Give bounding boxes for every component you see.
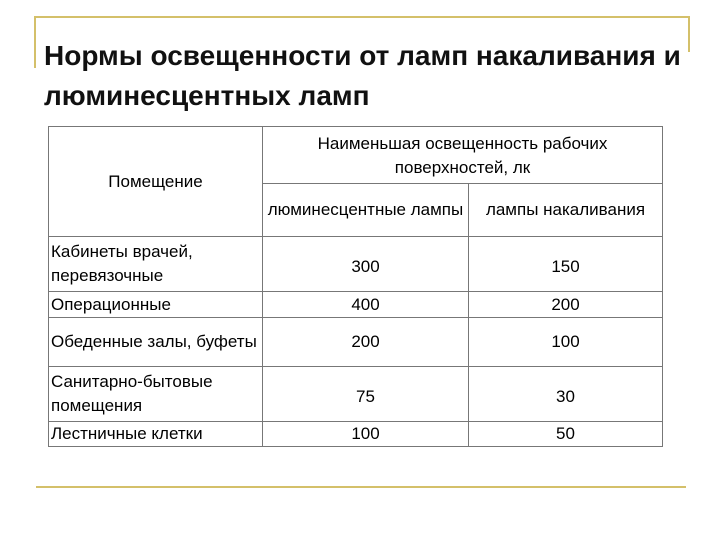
fluorescent-value: 300: [263, 237, 469, 292]
incandescent-value: 100: [469, 318, 663, 367]
fluorescent-value: 400: [263, 292, 469, 318]
fluorescent-value: 75: [263, 367, 469, 422]
bottom-decor-rule: [36, 486, 686, 488]
table-row: [49, 292, 663, 318]
header-incandescent: лампы накаливания: [469, 184, 663, 237]
incandescent-value: 150: [469, 237, 663, 292]
top-decor-rule: [34, 16, 690, 18]
header-room: Помещение: [49, 127, 263, 237]
fluorescent-value: 200: [263, 318, 469, 367]
illumination-norms-table: [48, 126, 663, 447]
incandescent-value: 200: [469, 292, 663, 318]
left-decor-rule: [34, 16, 36, 68]
header-min-illumination: Наименьшая освещенность рабочих поверхностей, лк: [263, 127, 663, 184]
incandescent-value: 30: [469, 367, 663, 422]
table-row: [49, 367, 663, 422]
room-cell: Лестничные клетки: [49, 422, 263, 447]
table-row: [49, 237, 663, 292]
fluorescent-value: 100: [263, 422, 469, 447]
room-cell: Операционные: [49, 292, 263, 318]
table-row: [49, 422, 663, 447]
slide-title: Нормы освещенности от ламп накаливания и люминесцентных ламп: [44, 40, 681, 111]
header-fluorescent: люминесцентные лампы: [263, 184, 469, 237]
room-cell: Обеденные залы, буфеты: [49, 318, 263, 367]
incandescent-value: 50: [469, 422, 663, 447]
room-cell: Санитарно-бытовые помещения: [49, 367, 263, 422]
room-cell: Кабинеты врачей, перевязочные: [49, 237, 263, 292]
table-row: [49, 318, 663, 367]
right-decor-rule: [688, 16, 690, 52]
